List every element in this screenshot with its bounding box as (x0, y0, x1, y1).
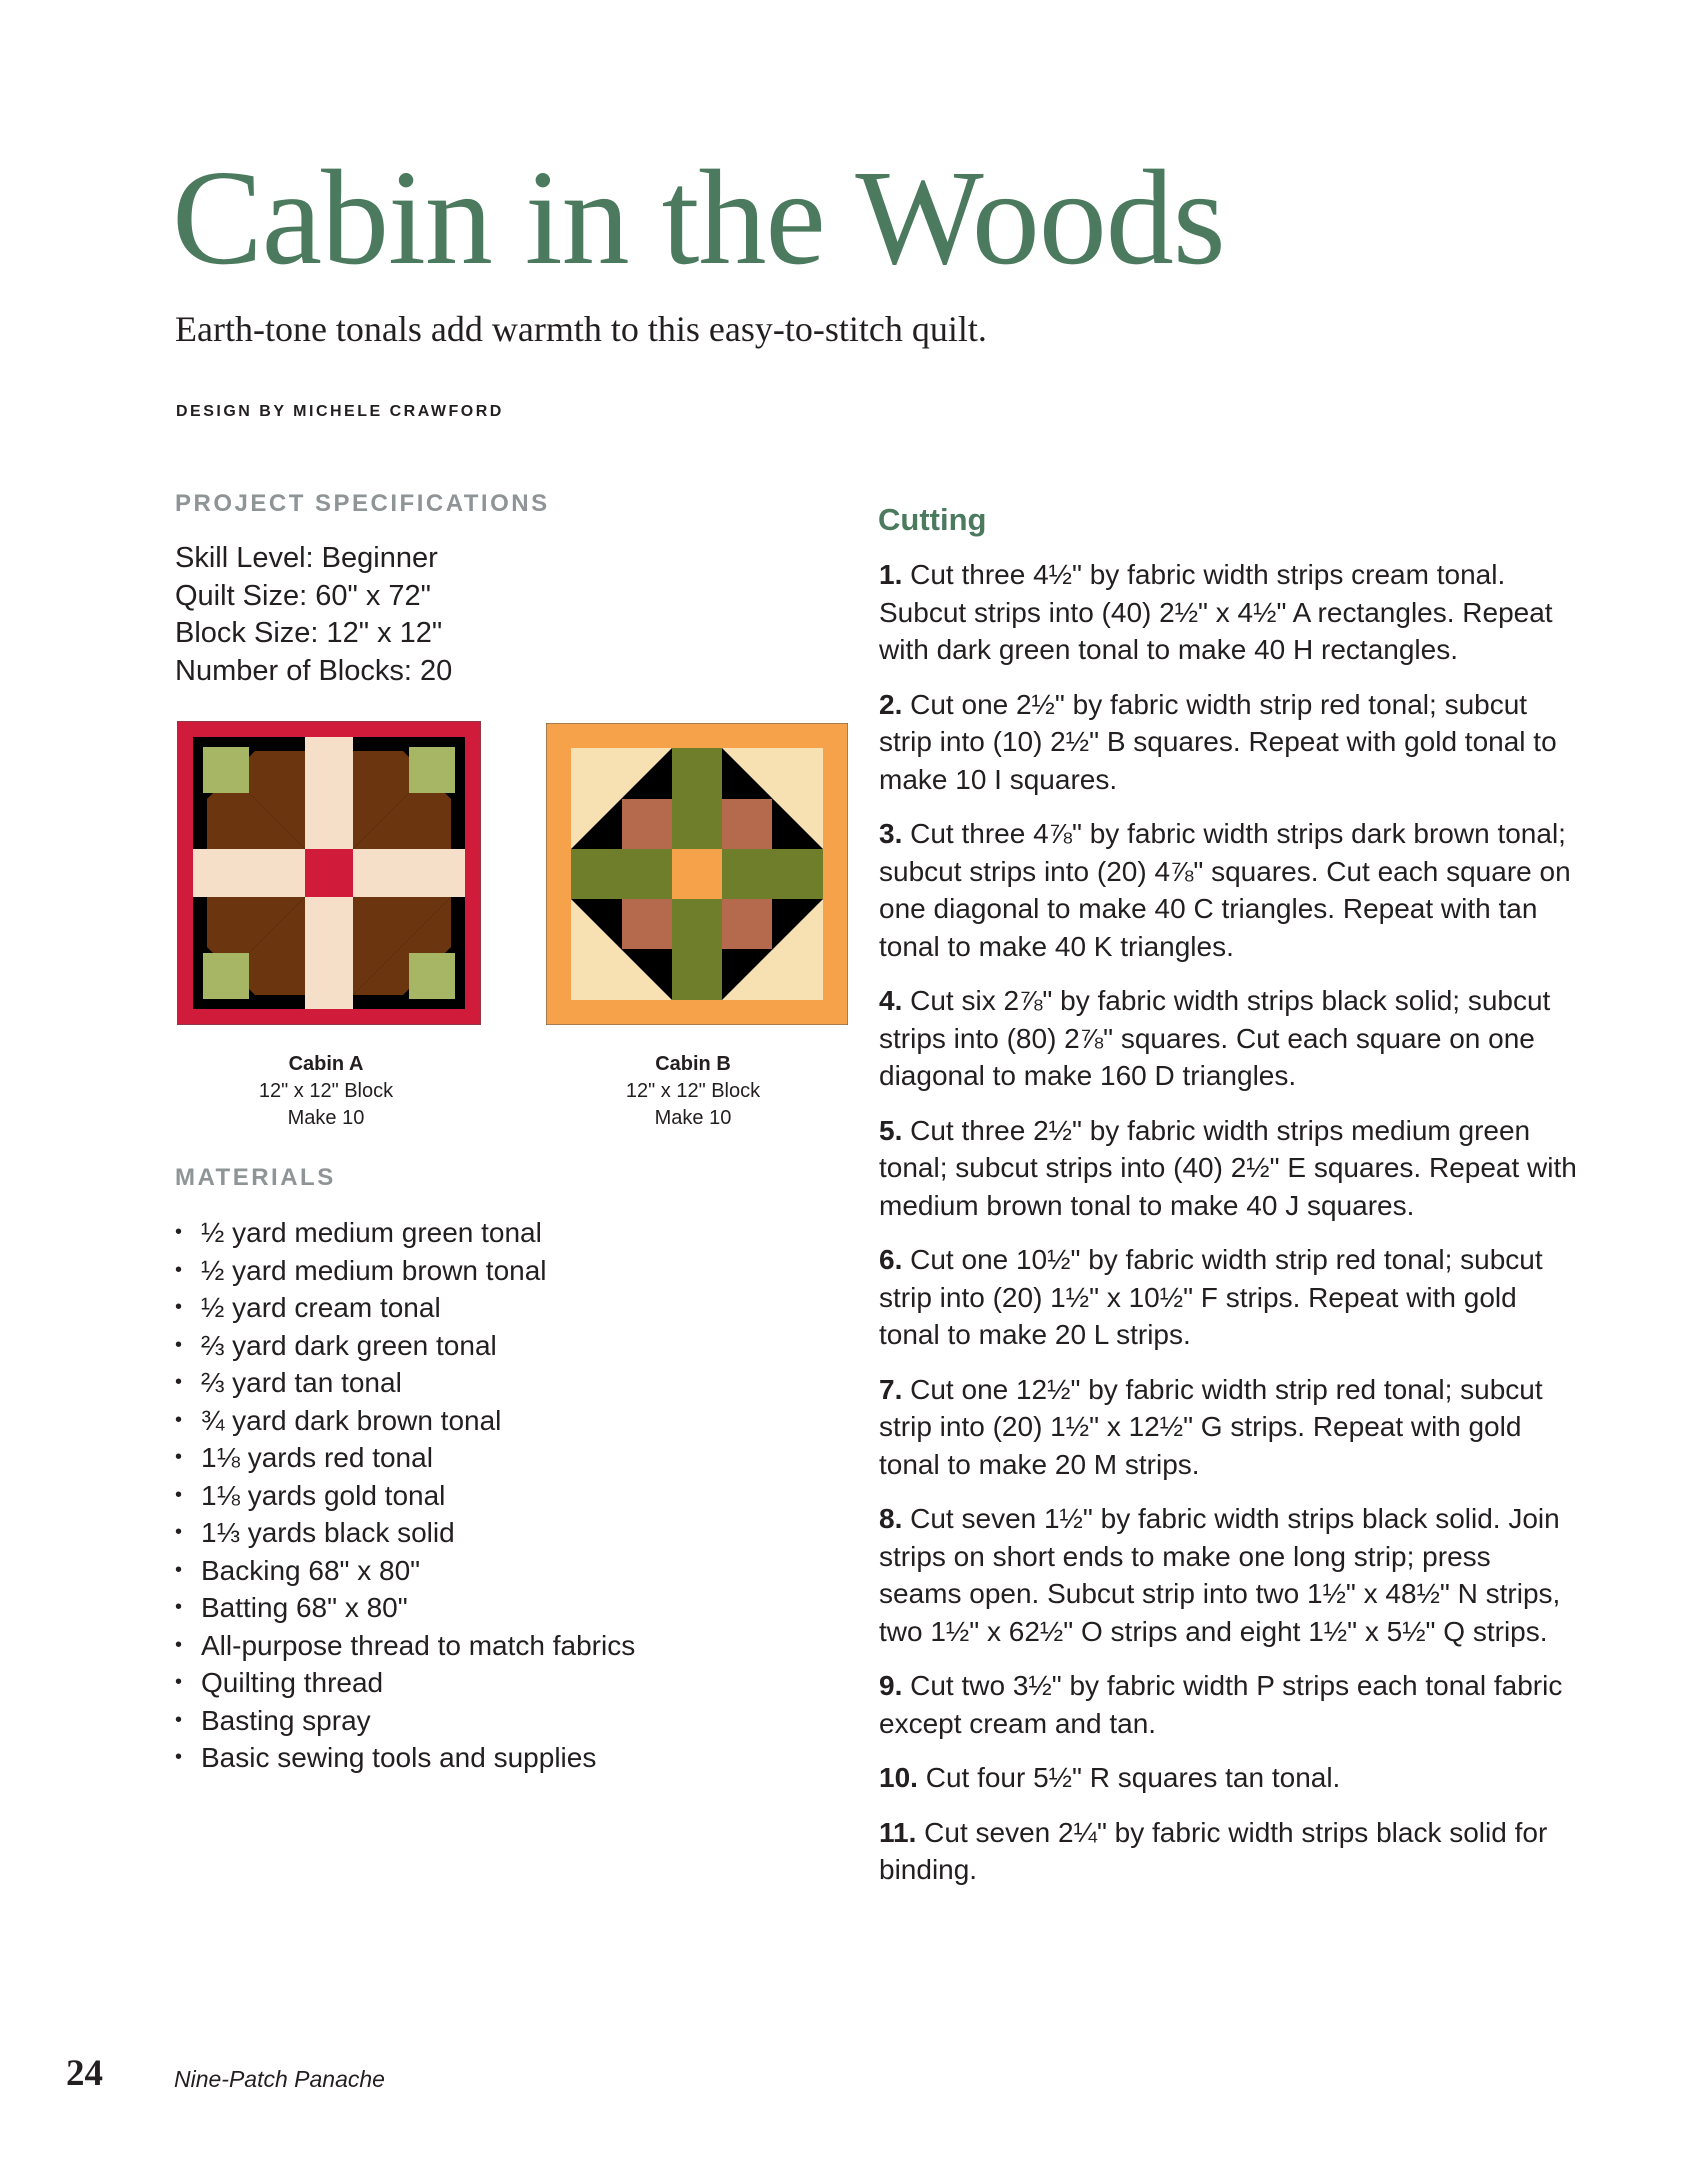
designer-byline: DESIGN BY MICHELE CRAWFORD (176, 403, 504, 420)
bullet-icon: • (175, 1221, 183, 1243)
bullet-icon: • (175, 1446, 183, 1468)
cabin-a-block-diagram (177, 721, 481, 1025)
block-size-label: 12" x 12" Block (625, 1080, 761, 1102)
step-text: Cut one 10½" by fabric width strip red tonal; subcut strip into (20) 1½" x 10½" F strips. Repeat with gold tonal to make 20 L strips. (879, 1244, 1543, 1350)
cutting-step (879, 1667, 1579, 1742)
skill-level: Skill Level: Beginner (175, 542, 438, 574)
cutting-step (879, 1759, 1579, 1797)
book-title: Nine-Patch Panache (174, 2066, 385, 2092)
materials-heading: MATERIALS (175, 1164, 336, 1191)
cutting-step (879, 686, 1579, 799)
step-number: 6. (879, 1244, 903, 1275)
step-text: Cut four 5½" R squares tan tonal. (925, 1762, 1341, 1793)
step-number: 2. (879, 688, 903, 720)
block-size: Block Size: 12" x 12" (175, 617, 443, 649)
step-number: 5. (879, 1114, 903, 1146)
list-item (175, 1214, 635, 1252)
cutting-step (879, 1371, 1579, 1484)
page-subtitle: Earth-tone tonals add warmth to this easy-to-stitch quilt. (175, 309, 987, 349)
material-text: 1⅛ yards gold tonal (201, 1479, 446, 1511)
quilt-size: Quilt Size: 60" x 72" (175, 579, 431, 612)
list-item (175, 1552, 635, 1590)
step-number: 10. (879, 1762, 918, 1793)
material-text: Quilting thread (201, 1667, 384, 1698)
bullet-icon: • (175, 1408, 183, 1431)
bullet-icon: • (175, 1521, 183, 1543)
list-item (175, 1702, 635, 1740)
step-number: 7. (879, 1373, 903, 1405)
materials-list (175, 1214, 635, 1777)
cutting-step (879, 1241, 1579, 1354)
step-number: 8. (879, 1503, 903, 1534)
material-text: ½ yard cream tonal (201, 1292, 441, 1323)
step-text: Cut three 2½" by fabric width strips medium green tonal; subcut strips into (40) 2½" E squares. Repeat with medium brown tonal to make 40 J squares. (879, 1114, 1577, 1221)
list-item (175, 1364, 635, 1402)
bullet-icon: • (175, 1483, 183, 1506)
block-size-label: 12" x 12" Block (258, 1080, 394, 1102)
list-item (175, 1402, 635, 1440)
cutting-step (879, 1112, 1579, 1225)
bullet-icon: • (175, 1746, 183, 1768)
bullet-icon: • (175, 1708, 183, 1731)
bullet-icon: • (175, 1633, 183, 1656)
material-text: ½ yard medium green tonal (201, 1217, 542, 1248)
list-item (175, 1477, 635, 1515)
material-text: Basting spray (201, 1704, 371, 1736)
cutting-step (879, 1500, 1579, 1650)
number-of-blocks: Number of Blocks: 20 (175, 654, 453, 687)
step-number: 9. (879, 1670, 903, 1701)
list-item (175, 1589, 635, 1627)
bullet-icon: • (175, 1333, 183, 1356)
step-number: 11. (879, 1816, 917, 1848)
list-item (175, 1514, 635, 1552)
step-number: 3. (879, 818, 903, 849)
cutting-step (879, 982, 1579, 1095)
cabin-b-caption (593, 1051, 793, 1132)
material-text: Backing 68" x 80" (201, 1554, 421, 1586)
bullet-icon: • (175, 1596, 183, 1618)
cabin-a-caption (226, 1051, 426, 1132)
material-text: Batting 68" x 80" (201, 1592, 408, 1623)
cutting-step (879, 556, 1579, 669)
step-text: Cut one 2½" by fabric width strip red tonal; subcut strip into (10) 2½" B squares. Repeat with gold tonal to make 10 I squares. (879, 688, 1557, 795)
block-quantity: Make 10 (654, 1107, 732, 1129)
list-item (175, 1327, 635, 1365)
bullet-icon: • (175, 1371, 183, 1393)
cutting-step (879, 815, 1579, 965)
material-text: ⅔ yard dark green tonal (201, 1329, 497, 1361)
step-text: Cut two 3½" by fabric width P strips each tonal fabric except cream and tan. (879, 1670, 1563, 1739)
step-text: Cut seven 2¼" by fabric width strips black solid for binding. (879, 1816, 1548, 1885)
list-item (175, 1739, 635, 1777)
material-text: ¾ yard dark brown tonal (201, 1404, 502, 1436)
material-text: All-purpose thread to match fabrics (201, 1629, 636, 1661)
cutting-heading: Cutting (878, 502, 987, 537)
step-text: Cut three 4⅞" by fabric width strips dark brown tonal; subcut strips into (20) 4⅞" squares. Cut each square on one diagonal to make 40 C triangles. Repeat with tan tonal to make 40 K triangles. (879, 818, 1571, 962)
cabin-b-block-diagram (546, 723, 848, 1025)
step-number: 1. (879, 559, 903, 590)
page-number: 24 (66, 2053, 103, 2094)
material-text: ⅔ yard tan tonal (201, 1367, 402, 1398)
bullet-icon: • (175, 1671, 183, 1693)
list-item (175, 1627, 635, 1665)
step-text: Cut three 4½" by fabric width strips cream tonal. Subcut strips into (40) 2½" x 4½" A rectangles. Repeat with dark green tonal to make 40 H rectangles. (879, 559, 1553, 665)
material-text: Basic sewing tools and supplies (201, 1742, 597, 1773)
bullet-icon: • (175, 1558, 183, 1581)
page-title: Cabin in the Woods (172, 143, 1225, 293)
block-name: Cabin A (288, 1053, 364, 1075)
list-item (175, 1252, 635, 1290)
step-number: 4. (879, 985, 903, 1016)
block-quantity: Make 10 (287, 1107, 365, 1129)
bullet-icon: • (175, 1296, 183, 1318)
block-name: Cabin B (655, 1053, 731, 1075)
step-text: Cut one 12½" by fabric width strip red tonal; subcut strip into (20) 1½" x 12½" G strips. Repeat with gold tonal to make 20 M strips. (879, 1373, 1543, 1480)
material-text: 1⅓ yards black solid (201, 1517, 455, 1548)
list-item (175, 1439, 635, 1477)
cutting-steps-list (879, 556, 1579, 1906)
list-item (175, 1664, 635, 1702)
material-text: 1⅛ yards red tonal (201, 1442, 433, 1473)
bullet-icon: • (175, 1258, 183, 1281)
list-item (175, 1289, 635, 1327)
step-text: Cut seven 1½" by fabric width strips black solid. Join strips on short ends to make one long strip; press seams open. Subcut strip into two 1½" x 48½" N strips, two 1½" x 62½" O strips and eight 1½" x 5½" Q strips. (879, 1503, 1561, 1647)
specifications-list (175, 540, 452, 690)
cutting-step (879, 1814, 1579, 1889)
step-text: Cut six 2⅞" by fabric width strips black solid; subcut strips into (80) 2⅞" squares. Cut each square on one diagonal to make 160 D triangles. (879, 985, 1551, 1091)
project-specifications-heading: PROJECT SPECIFICATIONS (175, 490, 550, 517)
material-text: ½ yard medium brown tonal (201, 1254, 547, 1286)
